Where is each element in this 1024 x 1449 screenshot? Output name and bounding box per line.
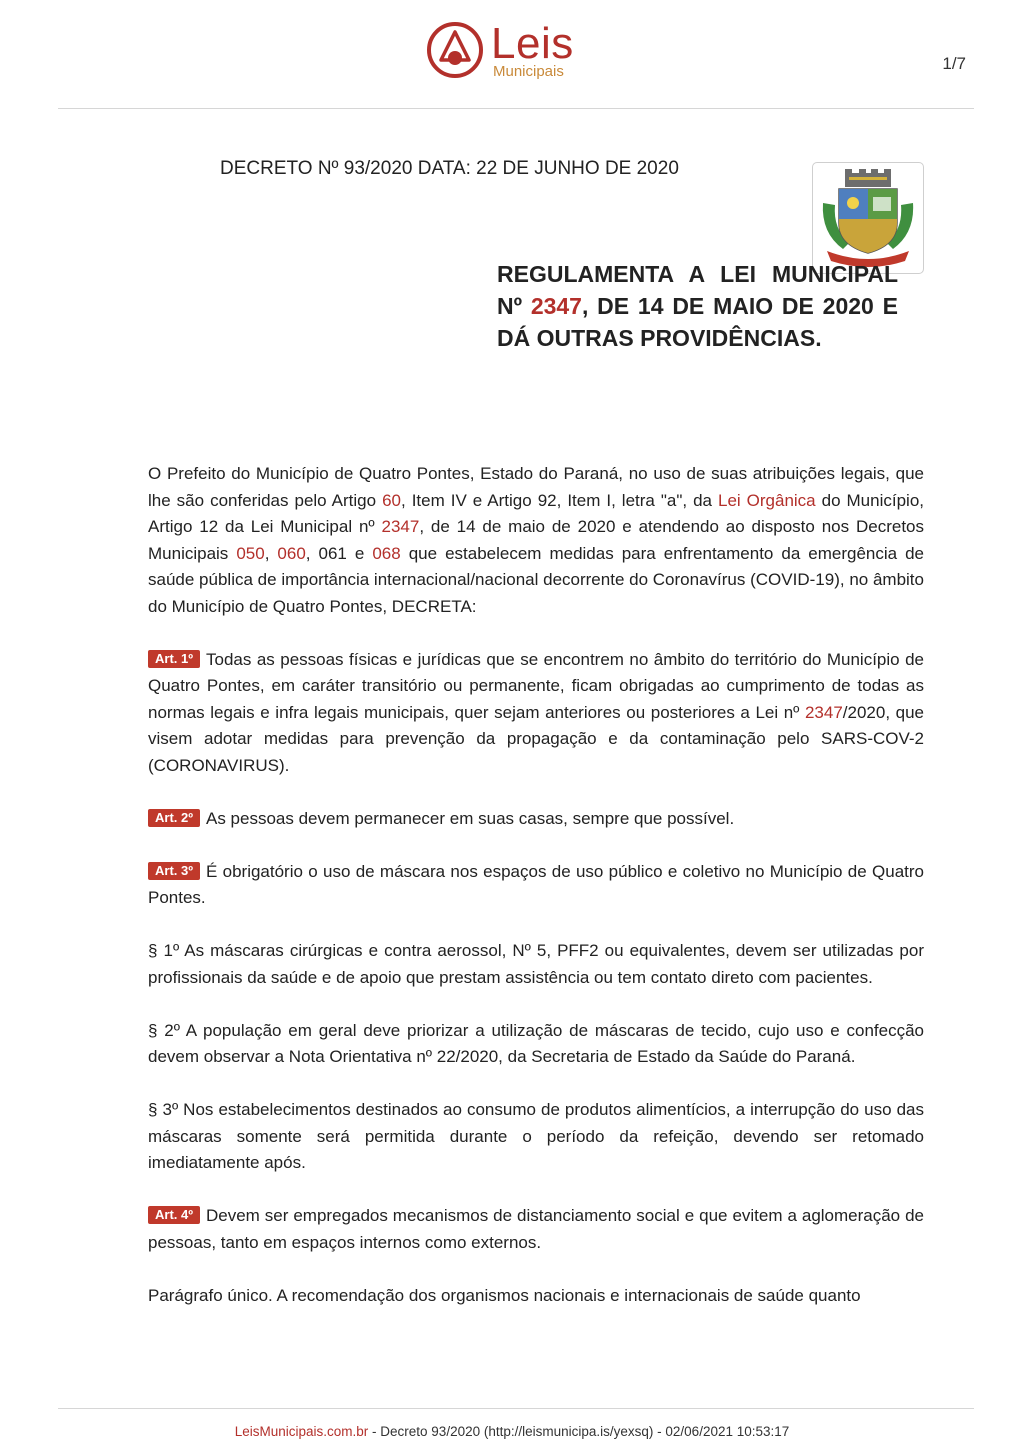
preamble-text: O Prefeito do Município de Quatro Pontes, Estado do Paraná, no uso de suas atribuições legais, que lhe são conferidas pelo Artigo [148, 464, 924, 510]
article-4 [148, 1203, 924, 1256]
decree-ementa [497, 258, 898, 354]
preamble-text: , Item IV e Artigo 92, Item I, letra "a", da [401, 490, 718, 510]
law-2347-link[interactable]: 2347 [381, 517, 420, 536]
paragraph-3: § 3º Nos estabelecimentos destinados ao consumo de produtos alimentícios, a interrupção do uso das máscaras somente será permitida durante o período da refeição, devendo ser retomado imediatamente após. [148, 1100, 924, 1172]
leis-municipais-logo-icon [425, 20, 485, 80]
footer-divider [58, 1408, 974, 1409]
decree-060-link[interactable]: 060 [277, 543, 306, 563]
paragraph-1: § 1º As máscaras cirúrgicas e contra aerossol, Nº 5, PFF2 ou equivalentes, devem ser utilizadas por profissionais da saúde e de apoio que prestam assistência ou tem contato direto com pacientes. [148, 941, 924, 987]
artigo-60-link[interactable]: 60 [382, 490, 401, 510]
leis-municipais-logo[interactable] [425, 20, 574, 80]
page-footer [0, 1424, 1024, 1439]
preamble-text: , de 14 de maio de 2020 e atendendo ao disposto nos Decretos Municipais [148, 517, 924, 563]
preamble-text: , 061 e [305, 543, 373, 563]
page-number: 1/7 [942, 54, 966, 73]
article-text: Devem ser empregados mecanismos de distanciamento social e que evitem a aglomeração de pessoas, tanto em espaços internos como externos. [148, 1206, 924, 1252]
decree-body [148, 461, 924, 1336]
article-text: /2020, que visem adotar medidas para prevenção da propagação e da contaminação pelo SARS-COV-2 (CORONAVIRUS). [148, 702, 924, 775]
article-badge[interactable]: Art. 4º [148, 1206, 200, 1224]
article-text: Todas as pessoas físicas e jurídicas que se encontrem no âmbito do território do Município de Quatro Pontes, em caráter transitório ou permanente, ficam obrigadas ao cumprimento de todas as normas legais e infra legais municipais, quer sejam anteriores ou posteriores a Lei nº [148, 649, 924, 722]
page-header [0, 0, 1024, 110]
decree-050-link[interactable]: 050 [236, 543, 265, 563]
law-2347-link[interactable]: 2347 [804, 702, 843, 722]
article-text: É obrigatório o uso de máscara nos espaços de uso público e coletivo no Município de Quatro Pontes. [148, 861, 924, 907]
article-3 [148, 859, 924, 912]
sole-paragraph: Parágrafo único. A recomendação dos organismos nacionais e internacionais de saúde quanto [148, 1285, 861, 1305]
article-2 [148, 806, 924, 833]
ementa-text: REGULAMENTA A LEI MUNICIPAL Nº [497, 261, 898, 319]
logo-title: Leis [491, 18, 574, 68]
footer-text: - Decreto 93/2020 (http://leismunicipa.is/yexsq) - 02/06/2021 10:53:17 [368, 1424, 790, 1439]
ementa-text: , DE 14 DE MAIO DE 2020 E DÁ OUTRAS PROVIDÊNCIAS. [497, 293, 898, 351]
lei-organica-link[interactable]: Lei Orgânica [717, 490, 816, 510]
preamble-text: do Município, Artigo 12 da Lei Municipal nº [148, 490, 924, 536]
header-divider [58, 108, 974, 109]
decree-068-link[interactable]: 068 [372, 543, 401, 563]
decree-title: DECRETO Nº 93/2020 DATA: 22 DE JUNHO DE 2020 [220, 158, 679, 179]
municipal-coat-of-arms-icon [813, 163, 923, 273]
article-badge[interactable]: Art. 3º [148, 862, 200, 880]
footer-site-link[interactable]: LeisMunicipais.com.br [234, 1424, 369, 1439]
preamble-paragraph [148, 461, 924, 620]
article-badge[interactable]: Art. 2º [148, 809, 200, 827]
article-text: As pessoas devem permanecer em suas casas, sempre que possível. [205, 808, 735, 828]
law-2347-link[interactable]: 2347 [530, 293, 582, 319]
logo-subtitle: Municipais [493, 62, 564, 80]
paragraph-2: § 2º A população em geral deve priorizar a utilização de máscaras de tecido, cujo uso e confecção devem observar a Nota Orientativa nº 22/2020, da Secretaria de Estado da Saúde do Paraná. [148, 1020, 924, 1066]
preamble-text: , [264, 543, 278, 563]
article-1 [148, 647, 924, 780]
preamble-text: que estabelecem medidas para enfrentamento da emergência de saúde pública de importância internacional/nacional decorrente do Coronavírus (COVID-19), no âmbito do Município de Quatro Pontes, DECRETA: [148, 543, 925, 616]
article-badge[interactable]: Art. 1º [148, 650, 200, 668]
